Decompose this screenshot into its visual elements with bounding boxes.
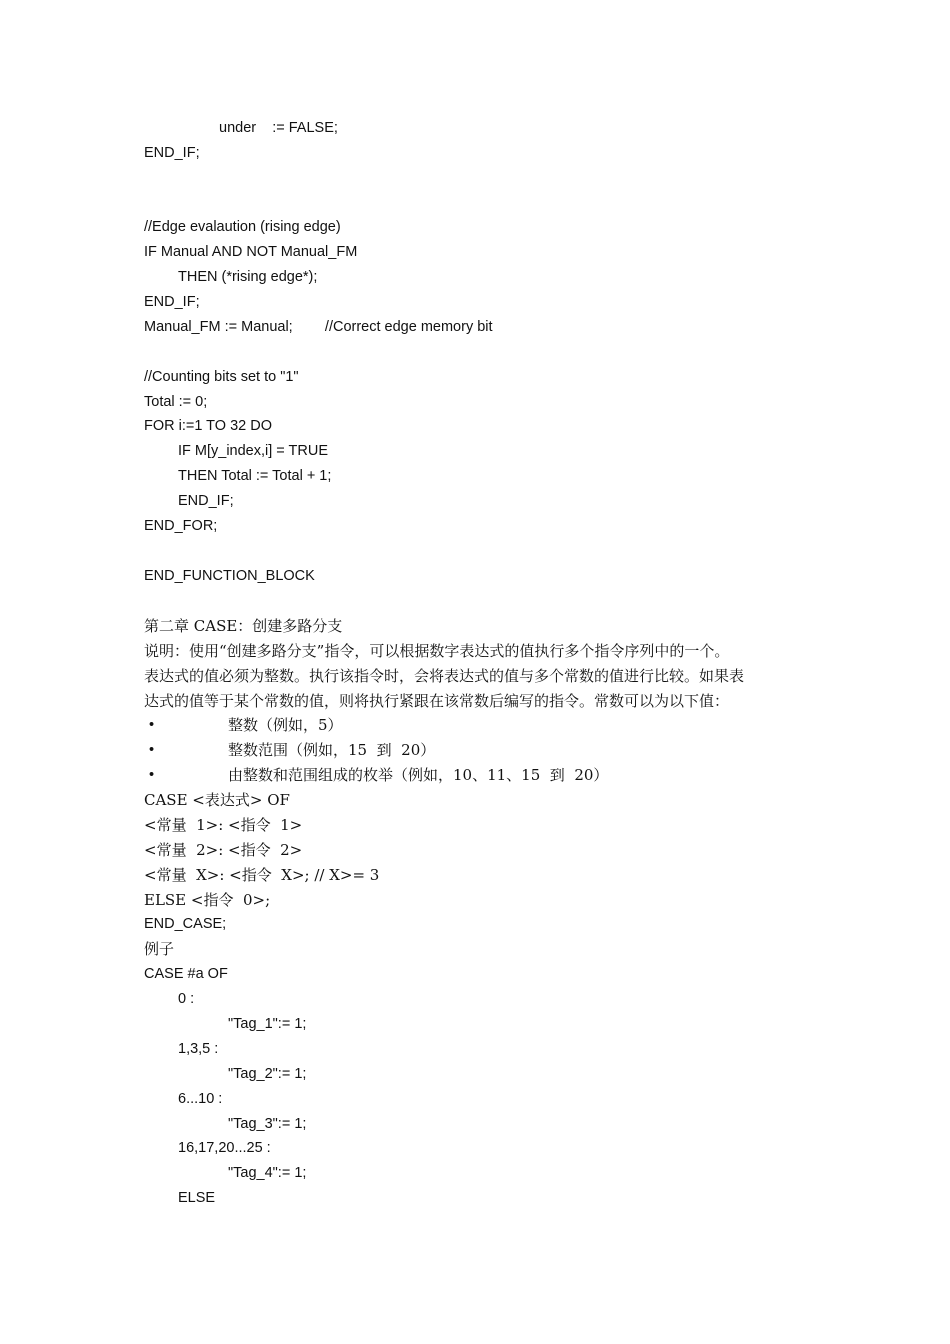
chapter-description-line: 达式的值等于某个常数的值，则将执行紧跟在该常数后编写的指令。常数可以为以下值：: [144, 692, 730, 710]
code-line-then-total: THEN Total := Total + 1;: [178, 468, 332, 484]
code-line-under-false: under := FALSE;: [219, 120, 338, 136]
syntax-case-of: CASE <表达式> OF: [144, 791, 290, 809]
example-case-label: 6...10 :: [178, 1091, 223, 1107]
example-assignment: "Tag_4":= 1;: [228, 1165, 307, 1181]
example-case-label: 1,3,5 :: [178, 1041, 219, 1057]
bullet-icon: •: [149, 767, 155, 783]
bullet-icon: •: [149, 742, 155, 758]
example-case-label: 0 :: [178, 991, 195, 1007]
chapter-description-line: 表达式的值必须为整数。执行该指令时，会将表达式的值与多个常数的值进行比较。如果表: [144, 667, 745, 685]
code-comment-counting: //Counting bits set to "1": [144, 369, 299, 385]
code-line-then-rising: THEN (*rising edge*);: [178, 269, 318, 285]
syntax-const-line: <常量 1>: <指令 1>: [144, 816, 303, 834]
code-line-manual-fm: Manual_FM := Manual; //Correct edge memory bit: [144, 319, 493, 335]
syntax-end-case: END_CASE;: [144, 916, 227, 932]
example-case-a: CASE #a OF: [144, 966, 228, 982]
syntax-else: ELSE <指令 0>;: [144, 891, 271, 909]
bullet-item: 整数范围（例如，15 到 20）: [228, 741, 436, 759]
code-line-end-if: END_IF;: [144, 294, 200, 310]
bullet-item: 整数（例如，5）: [228, 716, 343, 734]
example-case-label: 16,17,20...25 :: [178, 1140, 271, 1156]
code-comment-edge: //Edge evalaution (rising edge): [144, 219, 341, 235]
code-line-end-for: END_FOR;: [144, 518, 218, 534]
example-assignment: "Tag_3":= 1;: [228, 1116, 307, 1132]
example-assignment: "Tag_2":= 1;: [228, 1066, 307, 1082]
code-line-total-zero: Total := 0;: [144, 394, 208, 410]
example-assignment: "Tag_1":= 1;: [228, 1016, 307, 1032]
code-line-if-m: IF M[y_index,i] = TRUE: [178, 443, 329, 459]
chapter-description-line: 说明：使用“创建多路分支”指令，可以根据数字表达式的值执行多个指令序列中的一个。: [144, 642, 730, 660]
code-line-end-if: END_IF;: [178, 493, 234, 509]
example-label: 例子: [144, 940, 175, 958]
code-line-if-manual: IF Manual AND NOT Manual_FM: [144, 244, 358, 260]
bullet-item: 由整数和范围组成的枚举（例如，10、11、15 到 20）: [228, 766, 609, 784]
example-else: ELSE: [178, 1190, 216, 1206]
code-line-end-function-block: END_FUNCTION_BLOCK: [144, 568, 315, 584]
syntax-const-line: <常量 2>: <指令 2>: [144, 841, 303, 859]
code-line-end-if: END_IF;: [144, 145, 200, 161]
chapter-title: 第二章 CASE：创建多路分支: [144, 617, 343, 635]
code-line-for: FOR i:=1 TO 32 DO: [144, 418, 272, 434]
bullet-icon: •: [149, 717, 155, 733]
syntax-const-line: <常量 X>: <指令 X>; // X>= 3: [144, 866, 380, 884]
